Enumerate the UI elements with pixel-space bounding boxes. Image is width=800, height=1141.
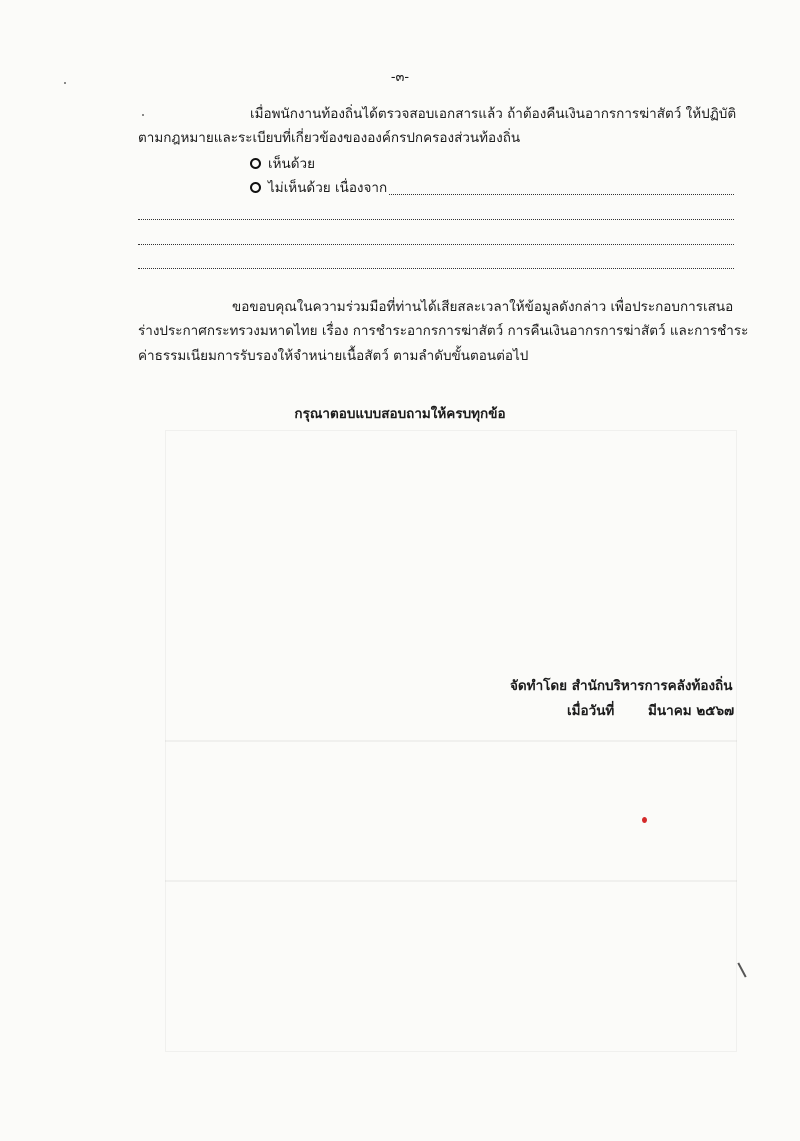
reason-dotted-line[interactable] <box>138 268 734 269</box>
red-ink-dot <box>642 817 647 823</box>
bleed-through-line <box>165 880 737 882</box>
bleed-through-line <box>165 740 737 742</box>
date-value: มีนาคม ๒๕๖๗ <box>648 703 735 719</box>
page-number: -๓- <box>390 70 410 85</box>
date-label: เมื่อวันที่ <box>567 703 615 719</box>
intro-line-1: เมื่อพนักงานท้องถิ่นได้ตรวจสอบเอกสารแล้ว ถ้าต้องคืนเงินอากรการฆ่าสัตว์ ให้ปฏิบัติ <box>250 106 737 122</box>
scan-speck <box>142 114 144 116</box>
reason-dotted-line[interactable] <box>389 180 734 195</box>
radio-circle-icon[interactable] <box>250 182 261 193</box>
pen-stroke <box>737 962 746 977</box>
option-disagree-label: ไม่เห็นด้วย เนื่องจาก <box>268 180 388 196</box>
option-disagree[interactable] <box>250 176 734 198</box>
reason-dotted-line[interactable] <box>138 219 734 220</box>
thanks-line-3: ค่าธรรมเนียมการรับรองให้จำหน่ายเนื้อสัตว์ ตามลำดับขั้นตอนต่อไป <box>138 348 529 364</box>
option-agree-label: เห็นด้วย <box>268 156 315 172</box>
scan-speck <box>64 82 66 84</box>
prepared-by: จัดทำโดย สำนักบริหารการคลังท้องถิ่น <box>510 678 733 694</box>
option-agree[interactable] <box>250 152 315 174</box>
reminder-heading: กรุณาตอบแบบสอบถามให้ครบทุกข้อ <box>294 406 506 422</box>
thanks-line-1: ขอขอบคุณในความร่วมมือที่ท่านได้เสียสละเวลาให้ข้อมูลดังกล่าว เพื่อประกอบการเสนอ <box>232 299 734 315</box>
thanks-line-2: ร่างประกาศกระทรวงมหาดไทย เรื่อง การชำระอากรการฆ่าสัตว์ การคืนเงินอากรการฆ่าสัตว์ และการชำระ <box>138 323 749 339</box>
intro-line-2: ตามกฎหมายและระเบียบที่เกี่ยวข้องขององค์กรปกครองส่วนท้องถิ่น <box>138 130 521 146</box>
radio-circle-icon[interactable] <box>250 158 261 169</box>
reason-dotted-line[interactable] <box>138 244 734 245</box>
